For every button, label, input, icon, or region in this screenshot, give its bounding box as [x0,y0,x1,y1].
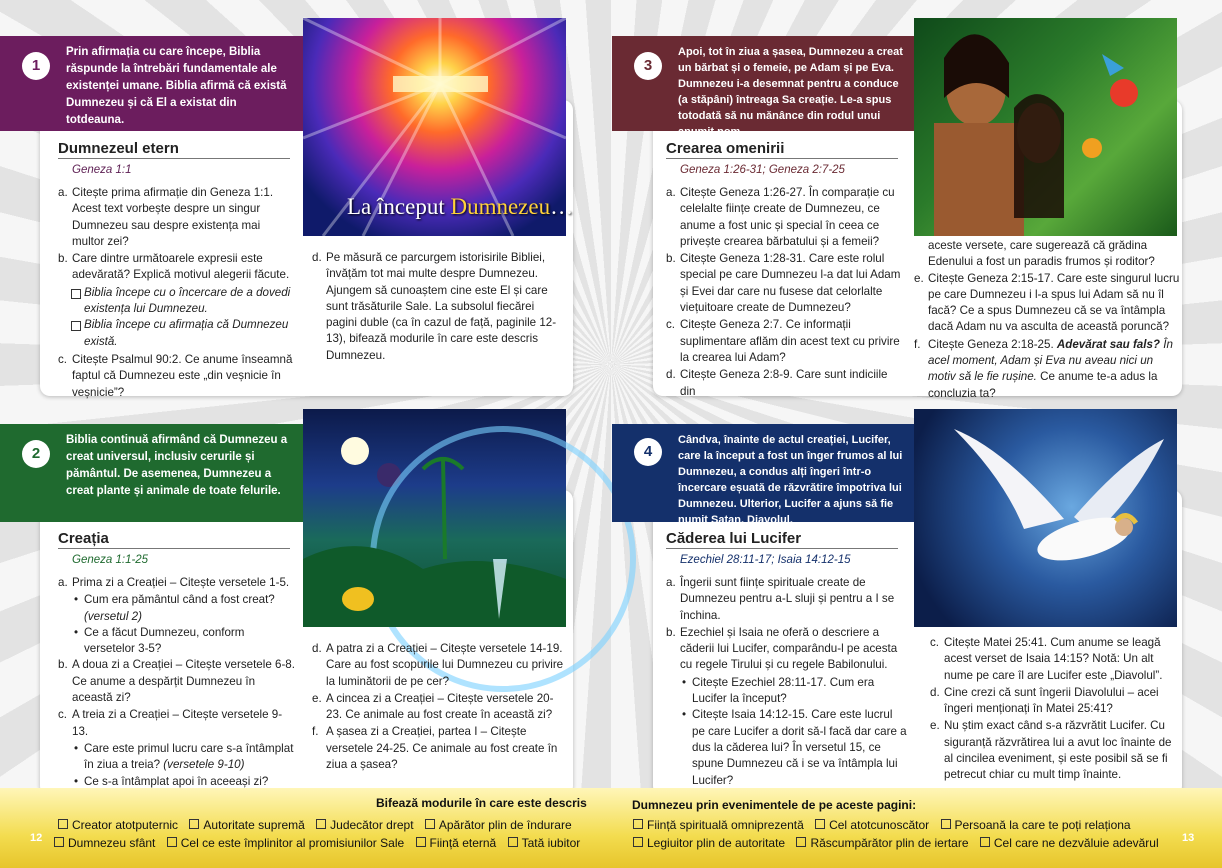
question-2c: A treia zi a Creației – Citește versetele 9-13. [72,708,283,738]
section-3-number: 3 [634,52,662,80]
footer-checkbox-row-2-right [633,836,1167,850]
question-3d-continued: aceste versete, care sugerează că grădina Edenului a fost un paradis frumos și roditor? [928,239,1155,269]
section-1-right-column: d. Pe măsură ce parcurgem istorisirile Bibliei, învățăm tot mai multe despre Dumnezeu. Ajungem să cunoaștem cine este El și care sunt trăsăturile Sale. La subsolul fiecărei pagini duble (ca în cazul de față, paginile 12-13), bifează modurile în care este descris Dumnezeu. [312,251,557,362]
image-creation [303,409,566,627]
section-3-left-column: a. Citește Geneza 1:26-27. În comparație cu celelalte ființe create de Dumnezeu, ce anume a fost unic și special în ceea ce privește crearea bărbatului și a femeii? b. Citește Geneza 1:28-31. Care este rolul special pe care Dumnezeu l-a dat lui Adam și Evei dar care nu fusese dat celorlalte viețuitoare create de Dumnezeu? c. Citește Geneza 2:7. Ce informații suplimentare aflăm din acest text cu privire la crearea lui Adam? d. Citește Geneza 2:8-9. Care sunt indiciile din [666,186,901,398]
question-1c: Citește Psalmul 90:2. Ce anume înseamnă faptul că Dumnezeu este „din veșnicie în veșnicie”? [72,352,293,399]
page-number-right: 13 [1182,832,1195,844]
option-checkbox-1[interactable]: Biblia începe cu o încercare de a dovedi existența lui Dumnezeu. [58,285,294,318]
section-2-reference: Geneza 1:1-25 [72,554,149,566]
question-2d: A patra zi a Creației – Citește versetele 14-19. Care au fost scopurile lui Dumnezeu cu privire la luminătorii de pe cer? [326,642,564,688]
attribute-checkbox[interactable]: Ființă eternă [416,836,497,850]
section-4-left-column: a. Îngerii sunt ființe spirituale create de Dumnezeu pentru a-L sluji și pentru a I se închina. b. Ezechiel și Isaia ne oferă o descriere a căderii lui Lucifer, comparându-l pe acesta cu regele Tirului și cu regele Babilonului. • Citește Ezechiel 28:11-17. Cum era Lucifer la început? • Citește Isaia 14:12-15. Care este lucrul pe care Lucifer a dorit să-l facă dar care a dus la căderea lui? În versetul 15, ce spune Dumnezeu că i se va întâmpla lui Lucifer? [666,575,908,789]
adam-eve-scene-graphic [914,18,1177,236]
question-4b: Ezechiel și Isaia ne oferă o descriere a căderii lui Lucifer, comparându-l pe acesta cu regele Tirului și cu regele Babilonului. [680,625,898,672]
footer-checkbox-row-1-left [58,818,580,832]
question-3f: f. Citește Geneza 2:18-25. Adevărat sau fals? În acel moment, Adam și Eva nu aveau nici un motiv să le fie rușine. Ce anume te-a adus la concluzia ta? [914,337,1173,400]
question-1a: Citește prima afirmație din Geneza 1:1. Acest text vorbește despre un singur Dumnezeu sau despre existența mai multor zei? [72,186,274,248]
attribute-checkbox[interactable]: Apărător plin de îndurare [425,818,572,832]
question-4a: Îngerii sunt ființe spirituale create de Dumnezeu pentru a-L sluji și pentru a I se închina. [680,576,895,622]
angel-graphic [914,409,1177,627]
question-2f: A șasea zi a Creației, partea I – Citește versetele 24-25. Ce animale au fost create în ziua a șasea? [326,725,558,772]
attribute-checkbox[interactable]: Cel atotcunoscător [815,818,929,832]
question-1d: Pe măsură ce parcurgem istorisirile Bibliei, învățăm tot mai multe despre Dumnezeu. Ajungem să cunoaștem cine este El și care sunt trăsăturile Sale. La subsolul fiecărei pagini duble (ca în cazul de față, paginile 12-13), bifează modurile în care este descris Dumnezeu. [326,251,557,362]
section-2-left-column: a. Prima zi a Creației – Citește versetele 1-5. • Cum era pământul când a fost creat? (versetul 2) • Ce a făcut Dumnezeu, conform versetelor 3-5? b. A doua zi a Creației – Citește versetele 6-8. Ce anume a despărțit Dumnezeu în această zi? c. A treia zi a Creației – Citește versetele 9-13. • Care este primul lucru care s-a întâmplat în ziua a treia? (versetele 9-10) • Ce s-a întâmplat apoi în aceeași zi? [58,575,298,806]
attribute-checkbox[interactable]: Tată iubitor [508,836,581,850]
question-4e: Nu știm exact când s-a răzvrătit Lucifer. Cu siguranță răzvrătirea lui a avut loc înainte de al cincilea eveniment, și este posibil să se fi petrecut chiar cu mult timp înainte. [944,719,1172,782]
section-1-banner-text: Prin afirmația cu care începe, Biblia răspunde la întrebări fundamentale ale existenței umane. Biblia afirmă că există Dumnezeu și că El a existat din totdeauna. [66,46,287,126]
section-2-banner [0,424,305,522]
section-4-heading: Căderea lui Lucifer [666,530,898,549]
attribute-checkbox[interactable]: Judecător drept [316,818,413,832]
section-4-reference: Ezechiel 28:11-17; Isaia 14:12-15 [680,554,851,566]
question-2e: A cincea zi a Creației – Citește versetele 20-23. Ce animale au fost create în această zi? [326,691,554,722]
attribute-checkbox[interactable]: Ființă spirituală omniprezentă [633,818,804,832]
section-1-number: 1 [22,52,50,80]
question-3c: Citește Geneza 2:7. Ce informații suplimentare aflăm din acest text cu privire la crearea lui Adam? [680,318,900,364]
footer-checkbox-row-2-left [54,836,588,850]
attribute-checkbox[interactable]: Cel ce este împlinitor al promisiunilor Sale [167,836,404,850]
section-3-banner-text: Apoi, tot în ziua a șasea, Dumnezeu a creat un bărbat și o femeie, pe Adam și pe Eva. Dumnezeu i-a desemnat pentru a conduce (a stăpâni) întreaga Sa creație. Le-a spus totodată să nu mănânce din rodul unui anumit pom. [678,46,903,138]
section-1-heading: Dumnezeul etern [58,140,290,159]
question-2b: A doua zi a Creației – Citește versetele 6-8. Ce anume a despărțit Dumnezeu în această zi? [72,658,295,705]
attribute-checkbox[interactable]: Autoritate supremă [189,818,304,832]
attributes-footer [0,788,1222,868]
section-3-banner [612,36,917,138]
attribute-checkbox[interactable]: Legiuitor plin de autoritate [633,836,785,850]
page-number-left: 12 [30,832,43,844]
footer-title-right: Dumnezeu prin evenimentele de pe aceste pagini: [632,798,917,812]
footer-title-left: Bifează modurile în care este descris [376,796,587,810]
section-2-banner-text: Biblia continuă afirmând că Dumnezeu a creat universul, inclusiv cerurile și pământul. De asemenea, Dumnezeu a creat plante și animale de toate felurile. [66,434,288,497]
attribute-checkbox[interactable]: Persoană la care te poți relaționa [941,818,1131,832]
attribute-checkbox[interactable]: Cel care ne dezvăluie adevărul [980,836,1159,850]
section-4-number: 4 [634,438,662,466]
question-4c: Citește Matei 25:41. Cum anume se leagă acest verset de Isaia 14:15? Notă: Un alt nume pe care îl are Lucifer este „Diavolul”. [944,636,1163,682]
section-4-banner [612,424,917,526]
question-2a: Prima zi a Creației – Citește versetele 1-5. [72,576,290,589]
question-3a: Citește Geneza 1:26-27. În comparație cu celelalte ființe create de Dumnezeu, ce anume a fost unic și special în ceea ce privește crearea bărbatului și a femeii? [680,186,895,248]
creation-scene-graphic [303,409,566,627]
image-fallen-angel [914,409,1177,627]
question-3d: Citește Geneza 2:8-9. Care sunt indiciile din [680,368,888,398]
section-4-right-column: c. Citește Matei 25:41. Cum anume se leagă acest verset de Isaia 14:15? Notă: Un alt nume pe care îl are Lucifer este „Diavolul”. d. Cine crezi că sunt îngerii Diavolului – acei îngeri menționați în Matei 25:41? e. Nu știm exact când s-a răzvrătit Lucifer. Cu siguranță răzvrătirea lui a avut loc înainte de al cincilea eveniment, și este posibil să se fi petrecut chiar cu mult timp înainte. [930,636,1172,782]
section-1-banner [0,36,305,131]
section-3-reference: Geneza 1:26-31; Geneza 2:7-25 [680,164,845,176]
section-2-heading: Creația [58,530,290,549]
section-3-heading: Crearea omenirii [666,140,898,159]
question-3e: Citește Geneza 2:15-17. Care este singurul lucru pe care Dumnezeu i l-a spus lui Adam să nu îl facă? Ce a spus Dumnezeu că se va întâmpla dacă Adam nu va asculta de această poruncă? [928,271,1180,334]
section-2-right-column: d. A patra zi a Creației – Citește versetele 14-19. Care au fost scopurile lui Dumnezeu cu privire la luminătorii de pe cer? e. A cincea zi a Creației – Citește versetele 20-23. Ce animale au fost create în această zi? f. A șasea zi a Creației, partea I – Citește versetele 24-25. Ce animale au fost create în ziua a șasea? [312,642,564,772]
section-2-number: 2 [22,440,50,468]
question-1b: Care dintre următoarele expresii este adevărată? Explică motivul alegerii făcute. [72,252,290,282]
image-adam-and-eve [914,18,1177,236]
section-4-banner-text: Cândva, înainte de actul creației, Lucifer, care la început a fost un înger frumos al lui Dumnezeu, a condus alți îngeri într-o încercare eșuată de răzvrătire împotriva lui Dumnezeu. Ulterior, Lucifer a ajuns să fie numit Satan, Diavolul. [678,434,903,526]
attribute-checkbox[interactable]: Creator atotputernic [58,818,178,832]
question-4d: Cine crezi că sunt îngerii Diavolului – acei îngeri menționați în Matei 25:41? [944,685,1159,716]
section-1-left-column: a. Citește prima afirmație din Geneza 1:1. Acest text vorbește despre un singur Dumnezeu sau despre existența mai multor zei? b. Care dintre următoarele expresii este adevărată? Explică motivul alegerii făcute. Biblia începe cu o încercare de a dovedi existența lui Dumnezeu. Biblia începe cu afirmația că Dumnezeu există. c. Citește Psalmul 90:2. Ce anume înseamnă faptul că Dumnezeu este „din veșnicie în veșnicie”? [58,186,293,399]
section-3-right-column: aceste versete, care sugerează că grădina Edenului a fost un paradis frumos și roditor? e. Citește Geneza 2:15-17. Care este singurul lucru pe care Dumnezeu i l-a spus lui Adam să nu îl facă? Ce a spus Dumnezeu că se va întâmpla dacă Adam nu va asculta de această poruncă? f. Citește Geneza 2:18-25. Adevărat sau fals? În acel moment, Adam și Eva nu aveau nici un motiv să le fie rușine. Ce anume te-a adus la concluzia ta? [914,238,1184,403]
section-1-reference: Geneza 1:1 [72,164,132,176]
footer-checkbox-row-1-right [633,818,1139,832]
image-genesis-title [303,18,574,236]
option-checkbox-2[interactable]: Biblia începe cu afirmația că Dumnezeu există. [58,317,294,350]
attribute-checkbox[interactable]: Răscumpărător plin de iertare [796,836,968,850]
image-caption: La început Dumnezeu… [347,194,574,219]
attribute-checkbox[interactable]: Dumnezeu sfânt [54,836,155,850]
question-3b: Citește Geneza 1:28-31. Care este rolul special pe care Dumnezeu l-a dat lui Adam și Evei dar care nu fusese dat celorlalte viețuitoare create de Dumnezeu? [680,252,901,315]
